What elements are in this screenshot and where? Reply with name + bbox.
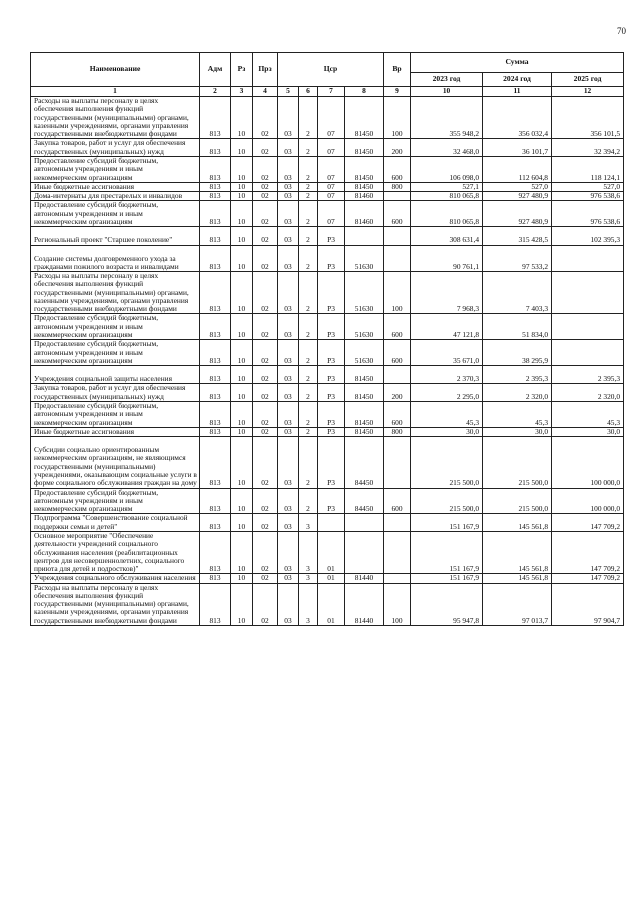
table-row [31, 402, 624, 428]
cell-rz: 10 [231, 583, 253, 625]
cell-vr: 600 [384, 402, 411, 428]
cell-csr-direction: 51630 [345, 272, 384, 314]
index-cell: 10 [411, 87, 483, 97]
cell-csr-program: 03 [278, 227, 299, 245]
cell-vr: 100 [384, 272, 411, 314]
cell-rz: 10 [231, 272, 253, 314]
cell-rz: 10 [231, 156, 253, 182]
table-body [31, 97, 624, 626]
cell-csr-direction [345, 514, 384, 532]
cell-name: Расходы на выплаты персоналу в целях обеспечения выполнения функций государственными (муниципальными) органами, казенными учреждениями, органами управления государственными внебюджетными фондами [31, 97, 200, 139]
cell-csr-direction: 81450 [345, 156, 384, 182]
cell-csr-program: 03 [278, 314, 299, 340]
table-row [31, 488, 624, 514]
table-row [31, 514, 624, 532]
table-row [31, 427, 624, 436]
cell-sum-2023: 810 065,8 [411, 192, 483, 201]
cell-csr-program: 03 [278, 514, 299, 532]
cell-csr-direction: 81450 [345, 366, 384, 384]
cell-sum-2023: 30,0 [411, 427, 483, 436]
cell-csr-direction: 81450 [345, 427, 384, 436]
cell-prz: 02 [253, 583, 278, 625]
cell-sum-2025: 527,0 [552, 182, 624, 191]
cell-sum-2024: 7 403,3 [483, 272, 552, 314]
cell-name: Предоставление субсидий бюджетным, автономным учреждениям и иным некоммерческим организациям [31, 488, 200, 514]
cell-sum-2024: 215 500,0 [483, 437, 552, 488]
cell-sum-2025 [552, 245, 624, 272]
cell-sum-2025: 97 904,7 [552, 583, 624, 625]
cell-adm: 813 [200, 340, 231, 366]
cell-adm: 813 [200, 272, 231, 314]
cell-adm: 813 [200, 139, 231, 157]
cell-vr: 100 [384, 97, 411, 139]
cell-csr-event: 07 [318, 182, 345, 191]
cell-adm: 813 [200, 574, 231, 583]
cell-vr [384, 574, 411, 583]
cell-csr-subprogram: 2 [299, 245, 318, 272]
cell-rz: 10 [231, 402, 253, 428]
cell-vr: 100 [384, 583, 411, 625]
cell-csr-event: Р3 [318, 384, 345, 402]
cell-adm: 813 [200, 488, 231, 514]
cell-csr-direction: 51630 [345, 245, 384, 272]
cell-name: Закупка товаров, работ и услуг для обеспечения государственных (муниципальных) нужд [31, 139, 200, 157]
table-row [31, 139, 624, 157]
cell-rz: 10 [231, 139, 253, 157]
cell-prz: 02 [253, 531, 278, 573]
cell-vr [384, 531, 411, 573]
cell-csr-subprogram: 2 [299, 488, 318, 514]
cell-sum-2025: 100 000,0 [552, 488, 624, 514]
cell-csr-event: 07 [318, 156, 345, 182]
cell-adm: 813 [200, 583, 231, 625]
cell-sum-2023: 151 167,9 [411, 514, 483, 532]
cell-vr [384, 514, 411, 532]
cell-adm: 813 [200, 156, 231, 182]
cell-csr-subprogram: 2 [299, 366, 318, 384]
header-sum: Сумма [411, 53, 624, 73]
cell-vr [384, 366, 411, 384]
cell-vr: 800 [384, 427, 411, 436]
cell-prz: 02 [253, 488, 278, 514]
cell-sum-2023: 2 370,3 [411, 366, 483, 384]
cell-prz: 02 [253, 314, 278, 340]
cell-rz: 10 [231, 182, 253, 191]
cell-csr-event [318, 514, 345, 532]
cell-csr-event: Р3 [318, 437, 345, 488]
cell-sum-2024: 145 561,8 [483, 574, 552, 583]
cell-csr-direction: 51630 [345, 340, 384, 366]
cell-csr-direction: 84450 [345, 488, 384, 514]
cell-adm: 813 [200, 531, 231, 573]
table-row [31, 272, 624, 314]
cell-sum-2024: 215 500,0 [483, 488, 552, 514]
table-row [31, 366, 624, 384]
cell-name: Закупка товаров, работ и услуг для обеспечения государственных (муниципальных) нужд [31, 384, 200, 402]
cell-sum-2024: 527,0 [483, 182, 552, 191]
cell-csr-program: 03 [278, 192, 299, 201]
index-cell: 2 [200, 87, 231, 97]
cell-rz: 10 [231, 531, 253, 573]
cell-csr-event: 07 [318, 201, 345, 227]
cell-csr-program: 03 [278, 97, 299, 139]
header-year-2025: 2025 год [552, 73, 624, 87]
cell-vr: 600 [384, 488, 411, 514]
cell-vr: 800 [384, 182, 411, 191]
cell-prz: 02 [253, 192, 278, 201]
cell-csr-subprogram: 2 [299, 227, 318, 245]
cell-csr-direction: 81450 [345, 139, 384, 157]
cell-sum-2024: 2 320,0 [483, 384, 552, 402]
cell-csr-direction: 81460 [345, 201, 384, 227]
table-row [31, 574, 624, 583]
cell-csr-program: 03 [278, 245, 299, 272]
cell-csr-event: 07 [318, 139, 345, 157]
cell-csr-program: 03 [278, 340, 299, 366]
cell-sum-2023: 2 295,0 [411, 384, 483, 402]
cell-sum-2023: 151 167,9 [411, 574, 483, 583]
cell-csr-subprogram: 2 [299, 201, 318, 227]
cell-prz: 02 [253, 384, 278, 402]
header-rz: Рз [231, 53, 253, 87]
cell-prz: 02 [253, 97, 278, 139]
cell-csr-subprogram: 3 [299, 531, 318, 573]
cell-csr-event: 01 [318, 583, 345, 625]
cell-csr-program: 03 [278, 156, 299, 182]
cell-sum-2024: 36 101,7 [483, 139, 552, 157]
cell-csr-event: Р3 [318, 488, 345, 514]
cell-prz: 02 [253, 366, 278, 384]
cell-sum-2024: 145 561,8 [483, 514, 552, 532]
cell-sum-2024: 145 561,8 [483, 531, 552, 573]
cell-csr-program: 03 [278, 437, 299, 488]
cell-sum-2023: 527,1 [411, 182, 483, 191]
cell-prz: 02 [253, 514, 278, 532]
cell-adm: 813 [200, 201, 231, 227]
cell-name: Иные бюджетные ассигнования [31, 182, 200, 191]
cell-csr-direction [345, 227, 384, 245]
cell-sum-2023: 355 948,2 [411, 97, 483, 139]
cell-vr: 600 [384, 156, 411, 182]
cell-csr-subprogram: 2 [299, 402, 318, 428]
header-year-2023: 2023 год [411, 73, 483, 87]
cell-csr-subprogram: 2 [299, 384, 318, 402]
cell-sum-2023: 90 761,1 [411, 245, 483, 272]
cell-name: Расходы на выплаты персоналу в целях обеспечения выполнения функций государственными (муниципальными) органами, казенными учреждениями, органами управления государственными внебюджетными фондами [31, 583, 200, 625]
cell-sum-2023: 47 121,8 [411, 314, 483, 340]
cell-sum-2025: 147 709,2 [552, 574, 624, 583]
cell-sum-2024: 112 604,8 [483, 156, 552, 182]
cell-adm: 813 [200, 402, 231, 428]
cell-name: Предоставление субсидий бюджетным, автономным учреждениям и иным некоммерческим организациям [31, 201, 200, 227]
cell-sum-2024: 45,3 [483, 402, 552, 428]
cell-name: Предоставление субсидий бюджетным, автономным учреждениям и иным некоммерческим организациям [31, 402, 200, 428]
cell-name: Учреждения социального обслуживания населения [31, 574, 200, 583]
cell-name: Расходы на выплаты персоналу в целях обеспечения выполнения функций государственными (муниципальными) органами, казенными учреждениями, органами управления государственными внебюджетными фондами [31, 272, 200, 314]
cell-rz: 10 [231, 245, 253, 272]
index-cell: 3 [231, 87, 253, 97]
cell-sum-2025 [552, 314, 624, 340]
cell-sum-2025: 2 320,0 [552, 384, 624, 402]
cell-sum-2025: 147 709,2 [552, 514, 624, 532]
cell-sum-2023: 215 500,0 [411, 488, 483, 514]
cell-csr-program: 03 [278, 272, 299, 314]
cell-csr-program: 03 [278, 574, 299, 583]
cell-csr-event: Р3 [318, 227, 345, 245]
cell-vr: 200 [384, 139, 411, 157]
cell-csr-program: 03 [278, 366, 299, 384]
cell-csr-event: 01 [318, 531, 345, 573]
cell-csr-direction: 81450 [345, 384, 384, 402]
cell-prz: 02 [253, 402, 278, 428]
cell-csr-direction [345, 531, 384, 573]
cell-sum-2023: 32 468,0 [411, 139, 483, 157]
cell-name: Иные бюджетные ассигнования [31, 427, 200, 436]
cell-prz: 02 [253, 340, 278, 366]
cell-csr-direction: 81440 [345, 574, 384, 583]
cell-csr-event: Р3 [318, 340, 345, 366]
table-row [31, 201, 624, 227]
cell-sum-2025: 100 000,0 [552, 437, 624, 488]
cell-vr: 600 [384, 314, 411, 340]
cell-vr: 600 [384, 201, 411, 227]
cell-rz: 10 [231, 201, 253, 227]
cell-sum-2023: 35 671,0 [411, 340, 483, 366]
cell-name: Предоставление субсидий бюджетным, автономным учреждениям и иным некоммерческим организациям [31, 314, 200, 340]
cell-rz: 10 [231, 514, 253, 532]
cell-sum-2023: 151 167,9 [411, 531, 483, 573]
table-row [31, 583, 624, 625]
cell-sum-2023: 106 098,0 [411, 156, 483, 182]
header-name: Наименование [31, 53, 200, 87]
cell-csr-direction: 81450 [345, 402, 384, 428]
cell-sum-2024: 97 533,2 [483, 245, 552, 272]
cell-rz: 10 [231, 227, 253, 245]
cell-csr-subprogram: 3 [299, 574, 318, 583]
cell-csr-subprogram: 3 [299, 514, 318, 532]
cell-sum-2025: 102 395,3 [552, 227, 624, 245]
cell-sum-2025: 976 538,6 [552, 201, 624, 227]
cell-csr-event: 01 [318, 574, 345, 583]
cell-adm: 813 [200, 427, 231, 436]
cell-name: Субсидии социально ориентированным некоммерческим организациям, не являющимся государственными (муниципальными) учреждениями, оказывающим социальные услуги в форме социального обслуживания граждан на дому [31, 437, 200, 488]
cell-vr [384, 245, 411, 272]
cell-sum-2025 [552, 340, 624, 366]
cell-adm: 813 [200, 97, 231, 139]
cell-sum-2023: 308 631,4 [411, 227, 483, 245]
table-row [31, 156, 624, 182]
cell-csr-event: Р3 [318, 245, 345, 272]
cell-prz: 02 [253, 182, 278, 191]
cell-name: Создание системы долговременного ухода за гражданами пожилого возраста и инвалидами [31, 245, 200, 272]
cell-csr-direction: 81460 [345, 192, 384, 201]
cell-csr-event: 07 [318, 192, 345, 201]
index-cell: 1 [31, 87, 200, 97]
cell-name: Учреждения социальной защиты населения [31, 366, 200, 384]
cell-rz: 10 [231, 314, 253, 340]
cell-sum-2024: 51 834,0 [483, 314, 552, 340]
cell-sum-2024: 356 032,4 [483, 97, 552, 139]
cell-sum-2024: 38 295,9 [483, 340, 552, 366]
index-cell: 9 [384, 87, 411, 97]
cell-adm: 813 [200, 182, 231, 191]
cell-name: Предоставление субсидий бюджетным, автономным учреждениям и иным некоммерческим организациям [31, 340, 200, 366]
index-cell: 6 [299, 87, 318, 97]
cell-prz: 02 [253, 272, 278, 314]
index-cell: 12 [552, 87, 624, 97]
cell-csr-program: 03 [278, 182, 299, 191]
cell-csr-event: Р3 [318, 427, 345, 436]
cell-adm: 813 [200, 314, 231, 340]
cell-sum-2024: 2 395,3 [483, 366, 552, 384]
cell-prz: 02 [253, 437, 278, 488]
column-index-row [31, 87, 624, 97]
table-row [31, 227, 624, 245]
cell-adm: 813 [200, 437, 231, 488]
header-year-2024: 2024 год [483, 73, 552, 87]
cell-sum-2023: 45,3 [411, 402, 483, 428]
cell-csr-subprogram: 2 [299, 182, 318, 191]
cell-sum-2025: 2 395,3 [552, 366, 624, 384]
cell-csr-program: 03 [278, 427, 299, 436]
cell-prz: 02 [253, 227, 278, 245]
cell-rz: 10 [231, 437, 253, 488]
cell-adm: 813 [200, 192, 231, 201]
cell-csr-subprogram: 2 [299, 139, 318, 157]
cell-sum-2025: 118 124,1 [552, 156, 624, 182]
cell-prz: 02 [253, 427, 278, 436]
cell-sum-2025: 30,0 [552, 427, 624, 436]
cell-sum-2023: 95 947,8 [411, 583, 483, 625]
index-cell: 7 [318, 87, 345, 97]
cell-csr-subprogram: 2 [299, 427, 318, 436]
budget-table [30, 52, 624, 626]
table-row [31, 531, 624, 573]
cell-csr-subprogram: 2 [299, 192, 318, 201]
header-prz: Прз [253, 53, 278, 87]
index-cell: 11 [483, 87, 552, 97]
cell-csr-subprogram: 2 [299, 272, 318, 314]
cell-adm: 813 [200, 366, 231, 384]
cell-adm: 813 [200, 227, 231, 245]
cell-sum-2025: 356 101,5 [552, 97, 624, 139]
cell-name: Региональный проект "Старшее поколение" [31, 227, 200, 245]
header-vr: Вр [384, 53, 411, 87]
cell-prz: 02 [253, 201, 278, 227]
cell-csr-program: 03 [278, 488, 299, 514]
cell-csr-program: 03 [278, 384, 299, 402]
cell-name: Основное мероприятие "Обеспечение деятельности учреждений социального обслуживания населения (реабилитационных центров для несовершеннолетних, социального приюта для детей и подростков)" [31, 531, 200, 573]
cell-sum-2024: 30,0 [483, 427, 552, 436]
cell-vr: 200 [384, 384, 411, 402]
cell-sum-2025: 976 538,6 [552, 192, 624, 201]
cell-csr-direction: 81440 [345, 583, 384, 625]
cell-rz: 10 [231, 384, 253, 402]
table-row [31, 340, 624, 366]
cell-rz: 10 [231, 574, 253, 583]
cell-adm: 813 [200, 245, 231, 272]
cell-rz: 10 [231, 97, 253, 139]
cell-sum-2023: 7 968,3 [411, 272, 483, 314]
header-adm: Адм [200, 53, 231, 87]
cell-csr-program: 03 [278, 402, 299, 428]
cell-sum-2024: 315 428,5 [483, 227, 552, 245]
cell-csr-subprogram: 2 [299, 314, 318, 340]
header-csr: Цср [278, 53, 384, 87]
cell-name: Дома-интернаты для престарелых и инвалидов [31, 192, 200, 201]
cell-csr-direction: 51630 [345, 314, 384, 340]
cell-prz: 02 [253, 574, 278, 583]
page-number: 70 [617, 26, 626, 36]
cell-sum-2024: 927 480,9 [483, 201, 552, 227]
cell-prz: 02 [253, 156, 278, 182]
cell-sum-2025: 32 394,2 [552, 139, 624, 157]
cell-csr-subprogram: 2 [299, 437, 318, 488]
cell-csr-subprogram: 2 [299, 156, 318, 182]
cell-prz: 02 [253, 245, 278, 272]
cell-csr-direction: 81450 [345, 97, 384, 139]
cell-adm: 813 [200, 514, 231, 532]
cell-csr-event: Р3 [318, 366, 345, 384]
cell-sum-2024: 927 480,9 [483, 192, 552, 201]
cell-csr-event: Р3 [318, 314, 345, 340]
cell-sum-2025: 45,3 [552, 402, 624, 428]
table-row [31, 245, 624, 272]
cell-rz: 10 [231, 192, 253, 201]
cell-csr-program: 03 [278, 531, 299, 573]
index-cell: 5 [278, 87, 299, 97]
cell-csr-subprogram: 2 [299, 340, 318, 366]
index-cell: 4 [253, 87, 278, 97]
cell-sum-2025 [552, 272, 624, 314]
cell-csr-direction: 81450 [345, 182, 384, 191]
cell-csr-direction: 84450 [345, 437, 384, 488]
cell-adm: 813 [200, 384, 231, 402]
cell-prz: 02 [253, 139, 278, 157]
cell-sum-2023: 810 065,8 [411, 201, 483, 227]
cell-vr: 600 [384, 340, 411, 366]
cell-sum-2024: 97 013,7 [483, 583, 552, 625]
table-row [31, 314, 624, 340]
table-row [31, 97, 624, 139]
cell-vr [384, 437, 411, 488]
cell-csr-program: 03 [278, 583, 299, 625]
cell-name: Подпрограмма "Совершенствование социальной поддержки семьи и детей" [31, 514, 200, 532]
cell-sum-2025: 147 709,2 [552, 531, 624, 573]
cell-vr [384, 227, 411, 245]
table-row [31, 437, 624, 488]
cell-csr-event: Р3 [318, 272, 345, 314]
cell-vr [384, 192, 411, 201]
cell-sum-2023: 215 500,0 [411, 437, 483, 488]
cell-csr-event: Р3 [318, 402, 345, 428]
cell-rz: 10 [231, 340, 253, 366]
cell-rz: 10 [231, 427, 253, 436]
table-row [31, 384, 624, 402]
cell-csr-program: 03 [278, 139, 299, 157]
cell-rz: 10 [231, 488, 253, 514]
cell-csr-subprogram: 3 [299, 583, 318, 625]
index-cell: 8 [345, 87, 384, 97]
cell-name: Предоставление субсидий бюджетным, автономным учреждениям и иным некоммерческим организациям [31, 156, 200, 182]
cell-csr-program: 03 [278, 201, 299, 227]
cell-csr-event: 07 [318, 97, 345, 139]
cell-rz: 10 [231, 366, 253, 384]
cell-csr-subprogram: 2 [299, 97, 318, 139]
